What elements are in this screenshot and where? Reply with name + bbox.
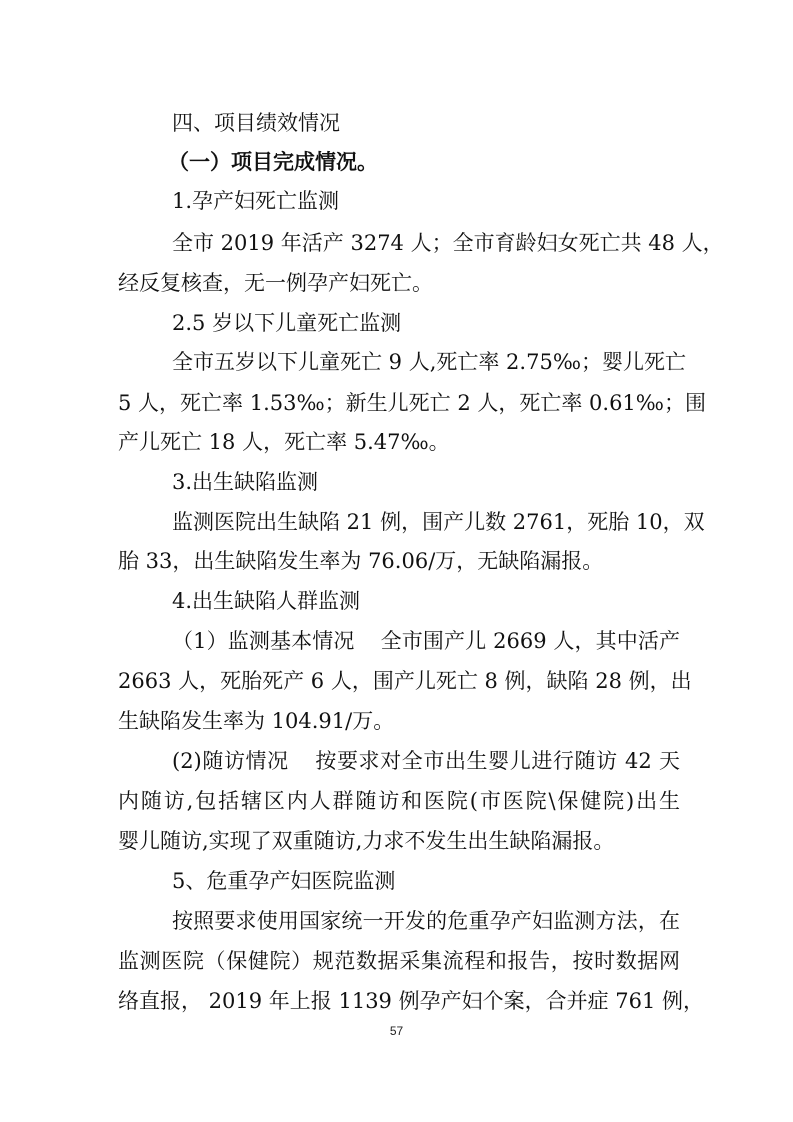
item4-para1-line-3: 生缺陷发生率为 104.91/万。 xyxy=(118,709,395,733)
item4-para2-line-2: 内随访,包括辖区内人群随访和医院(市医院\保健院)出生 xyxy=(118,789,680,813)
item4-para1-line-2: 2663 人，死胎死产 6 人，围产儿死亡 8 例，缺陷 28 例，出 xyxy=(118,669,692,693)
item2-line-1: 全市五岁以下儿童死亡 9 人,死亡率 2.75‰；婴儿死亡 xyxy=(172,350,686,374)
item1-line-2: 经反复核查，无一例孕产妇死亡。 xyxy=(118,271,433,295)
item3-title: 3.出生缺陷监测 xyxy=(172,470,319,494)
item3-line-2: 胎 33，出生缺陷发生率为 76.06/万，无缺陷漏报。 xyxy=(118,549,604,573)
item4-para2-line-3: 婴儿随访,实现了双重随访,力求不发生出生缺陷漏报。 xyxy=(118,829,615,853)
page-number: 57 xyxy=(389,1024,404,1038)
item5-line-3: 络直报， 2019 年上报 1139 例孕产妇个案，合并症 761 例， xyxy=(118,989,705,1013)
item4-para2-first: 按要求对全市出生婴儿进行随访 42 天 xyxy=(314,749,680,773)
item4-title: 4.出生缺陷人群监测 xyxy=(172,589,361,613)
section-heading: 四、项目绩效情况 xyxy=(172,111,340,135)
item4-para1-line-1 xyxy=(172,626,680,656)
item5-line-2: 监测医院（保健院）规范数据采集流程和报告，按时数据网 xyxy=(118,949,680,973)
item4-para1-label: （1）监测基本情况 xyxy=(172,629,355,653)
item2-line-2: 5 人，死亡率 1.53‰；新生儿死亡 2 人，死亡率 0.61‰；围 xyxy=(118,391,706,415)
item1-title: 1.孕产妇死亡监测 xyxy=(172,189,340,213)
item5-title: 5、危重孕产妇医院监测 xyxy=(172,869,396,893)
item2-line-3: 产儿死亡 18 人，死亡率 5.47‰。 xyxy=(118,430,450,454)
item4-para2-label: (2)随访情况 xyxy=(172,749,289,773)
sub-heading: （一）项目完成情况。 xyxy=(168,150,378,174)
item4-para2-line-1 xyxy=(172,746,680,776)
item2-title: 2.5 岁以下儿童死亡监测 xyxy=(172,311,402,335)
item4-para1-first: 全市围产儿 2669 人，其中活产 xyxy=(380,629,680,653)
item1-line-1: 全市 2019 年活产 3274 人；全市育龄妇女死亡共 48 人， xyxy=(172,231,724,255)
item5-line-1: 按照要求使用国家统一开发的危重孕产妇监测方法，在 xyxy=(172,909,680,933)
item3-line-1: 监测医院出生缺陷 21 例，围产儿数 2761，死胎 10，双 xyxy=(172,510,705,534)
